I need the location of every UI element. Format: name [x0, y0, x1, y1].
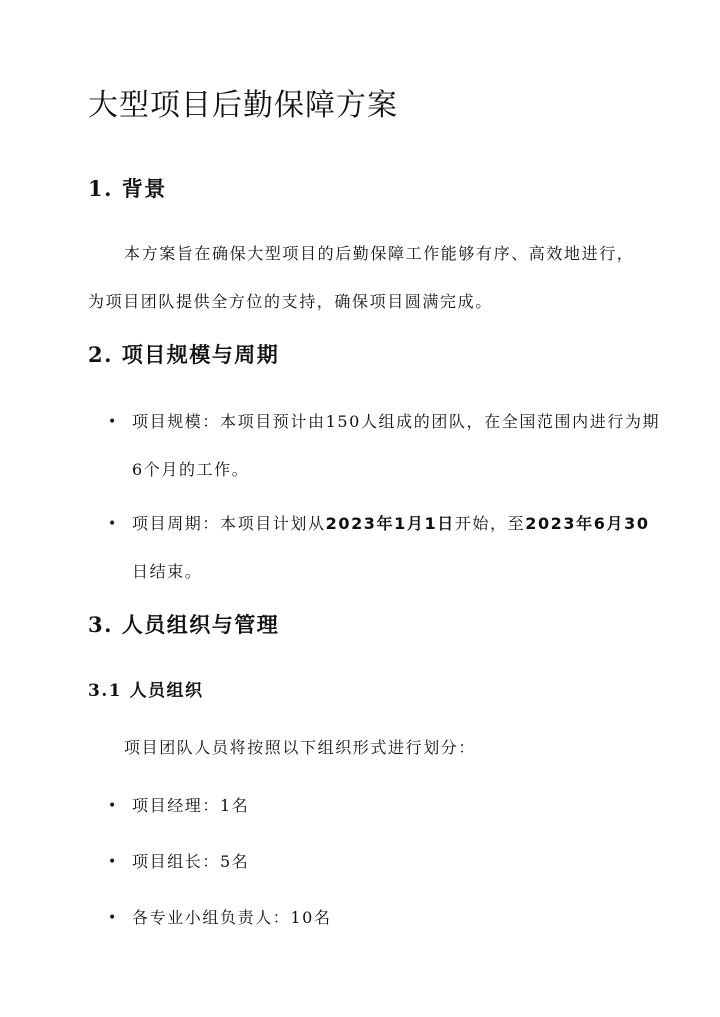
- list-item-group-heads: [108, 894, 662, 942]
- document-title: 大型项目后勤保障方案: [88, 88, 398, 123]
- list-item-project-scale: [108, 398, 662, 494]
- list-item-team-leader: [108, 838, 662, 886]
- list-item-text: 各专业小组负责人：10名: [132, 908, 332, 927]
- list-item-project-manager: [108, 782, 662, 830]
- section-heading-background: 1. 背景: [88, 176, 167, 201]
- start-date: 2023年1月1日: [325, 514, 455, 533]
- list-item-text: 项目经理：1名: [132, 796, 250, 815]
- list-item-project-period: [108, 500, 662, 596]
- subsection-heading-organization: 3.1 人员组织: [88, 681, 204, 701]
- list-item-text-suffix: 日结束。: [132, 562, 203, 581]
- list-item-text-mid: 开始，至: [454, 514, 526, 533]
- bullet-dot-icon: •: [108, 910, 118, 926]
- bullet-dot-icon: •: [108, 414, 118, 430]
- section-heading-scale-period: 2. 项目规模与周期: [88, 342, 280, 367]
- list-item-text: 项目组长：5名: [132, 852, 250, 871]
- section-heading-personnel: 3. 人员组织与管理: [88, 612, 280, 637]
- background-paragraph: 本方案旨在确保大型项目的后勤保障工作能够有序、高效地进行，为项目团队提供全方位的支持，确保项目圆满完成。: [88, 244, 635, 311]
- bullet-dot-icon: •: [108, 516, 118, 532]
- bullet-dot-icon: •: [108, 854, 118, 870]
- list-item-text-prefix: 项目周期：本项目计划从: [132, 514, 326, 533]
- bullet-dot-icon: •: [108, 798, 118, 814]
- end-date: 2023年6月30: [525, 514, 650, 533]
- list-item-text: 项目规模：本项目预计由150人组成的团队，在全国范围内进行为期6个月的工作。: [132, 412, 661, 479]
- organization-intro: 项目团队人员将按照以下组织形式进行划分：: [124, 738, 477, 757]
